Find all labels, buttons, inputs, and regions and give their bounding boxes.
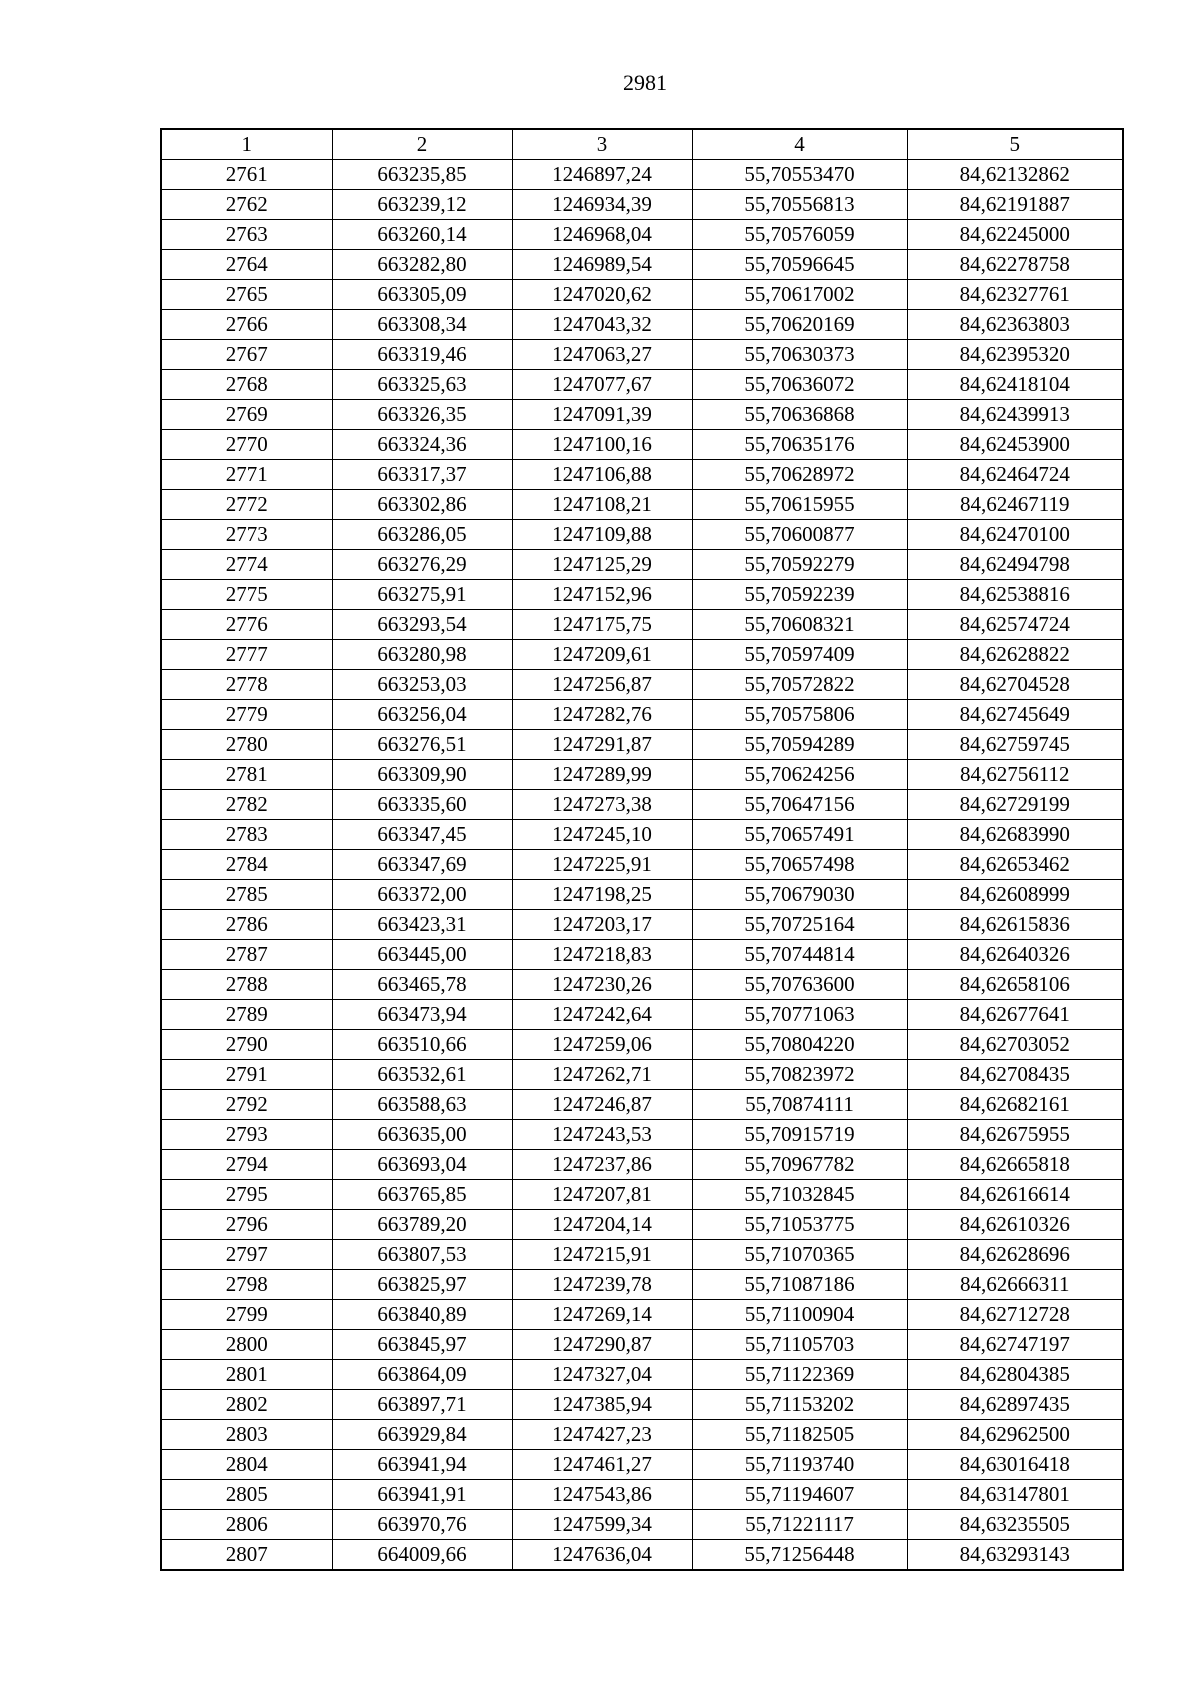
table-cell-col-3: 1247215,91 <box>512 1240 692 1270</box>
table-cell-col-1: 2763 <box>161 220 332 250</box>
table-cell-col-5: 84,62675955 <box>907 1120 1123 1150</box>
table-row <box>161 1210 1123 1240</box>
table-cell-col-4: 55,70575806 <box>692 700 907 730</box>
table-cell-col-2: 663372,00 <box>332 880 512 910</box>
table-row <box>161 790 1123 820</box>
table-cell-col-2: 663445,00 <box>332 940 512 970</box>
table-cell-col-2: 663465,78 <box>332 970 512 1000</box>
table-cell-col-2: 663347,45 <box>332 820 512 850</box>
table-row <box>161 1480 1123 1510</box>
table-cell-col-2: 663864,09 <box>332 1360 512 1390</box>
table-cell-col-3: 1247106,88 <box>512 460 692 490</box>
table-row <box>161 580 1123 610</box>
table-cell-col-5: 84,62278758 <box>907 250 1123 280</box>
table-cell-col-1: 2764 <box>161 250 332 280</box>
table-cell-col-1: 2796 <box>161 1210 332 1240</box>
table-cell-col-2: 663239,12 <box>332 190 512 220</box>
table-row <box>161 940 1123 970</box>
table-cell-col-2: 663789,20 <box>332 1210 512 1240</box>
table-cell-col-3: 1246897,24 <box>512 160 692 190</box>
table-cell-col-2: 663941,91 <box>332 1480 512 1510</box>
table-cell-col-3: 1247237,86 <box>512 1150 692 1180</box>
table-row <box>161 370 1123 400</box>
table-row <box>161 160 1123 190</box>
table-cell-col-1: 2806 <box>161 1510 332 1540</box>
column-header-3: 3 <box>512 129 692 160</box>
table-cell-col-5: 84,62962500 <box>907 1420 1123 1450</box>
table-cell-col-5: 84,62470100 <box>907 520 1123 550</box>
table-cell-col-5: 84,62453900 <box>907 430 1123 460</box>
table-cell-col-5: 84,62682161 <box>907 1090 1123 1120</box>
table-cell-col-4: 55,70600877 <box>692 520 907 550</box>
table-cell-col-5: 84,62245000 <box>907 220 1123 250</box>
table-cell-col-2: 663275,91 <box>332 580 512 610</box>
table-cell-col-2: 663825,97 <box>332 1270 512 1300</box>
table-row <box>161 1090 1123 1120</box>
table-cell-col-1: 2802 <box>161 1390 332 1420</box>
table-cell-col-1: 2777 <box>161 640 332 670</box>
table-cell-col-5: 84,62683990 <box>907 820 1123 850</box>
table-row <box>161 460 1123 490</box>
table-cell-col-3: 1246989,54 <box>512 250 692 280</box>
table-cell-col-3: 1247289,99 <box>512 760 692 790</box>
table-cell-col-4: 55,70647156 <box>692 790 907 820</box>
table-row <box>161 640 1123 670</box>
table-cell-col-5: 84,62677641 <box>907 1000 1123 1030</box>
table-cell-col-4: 55,70725164 <box>692 910 907 940</box>
table-cell-col-3: 1247152,96 <box>512 580 692 610</box>
table-cell-col-5: 84,62804385 <box>907 1360 1123 1390</box>
table-cell-col-4: 55,70635176 <box>692 430 907 460</box>
table-cell-col-1: 2767 <box>161 340 332 370</box>
table-cell-col-2: 663929,84 <box>332 1420 512 1450</box>
table-row <box>161 760 1123 790</box>
table-row <box>161 1270 1123 1300</box>
table-cell-col-3: 1247109,88 <box>512 520 692 550</box>
table-cell-col-3: 1247077,67 <box>512 370 692 400</box>
table-cell-col-4: 55,70744814 <box>692 940 907 970</box>
table-header-row <box>161 129 1123 160</box>
table-cell-col-4: 55,70679030 <box>692 880 907 910</box>
table-row <box>161 310 1123 340</box>
table-cell-col-5: 84,62897435 <box>907 1390 1123 1420</box>
table-cell-col-4: 55,70592279 <box>692 550 907 580</box>
table-cell-col-2: 663897,71 <box>332 1390 512 1420</box>
table-cell-col-5: 84,62418104 <box>907 370 1123 400</box>
table-cell-col-2: 663840,89 <box>332 1300 512 1330</box>
table-cell-col-1: 2783 <box>161 820 332 850</box>
table-row <box>161 220 1123 250</box>
table-cell-col-3: 1247125,29 <box>512 550 692 580</box>
table-cell-col-4: 55,70630373 <box>692 340 907 370</box>
table-cell-col-2: 663423,31 <box>332 910 512 940</box>
table-cell-col-3: 1247175,75 <box>512 610 692 640</box>
table-cell-col-4: 55,70572822 <box>692 670 907 700</box>
table-cell-col-1: 2788 <box>161 970 332 1000</box>
table-cell-col-1: 2807 <box>161 1540 332 1571</box>
table-cell-col-4: 55,70620169 <box>692 310 907 340</box>
table-cell-col-4: 55,70823972 <box>692 1060 907 1090</box>
table-cell-col-4: 55,71105703 <box>692 1330 907 1360</box>
table-cell-col-3: 1247327,04 <box>512 1360 692 1390</box>
table-row <box>161 1300 1123 1330</box>
table-cell-col-4: 55,70594289 <box>692 730 907 760</box>
table-cell-col-4: 55,71087186 <box>692 1270 907 1300</box>
table-row <box>161 430 1123 460</box>
table-cell-col-4: 55,71194607 <box>692 1480 907 1510</box>
table-cell-col-2: 663970,76 <box>332 1510 512 1540</box>
table-row <box>161 1240 1123 1270</box>
table-row <box>161 1030 1123 1060</box>
table-cell-col-4: 55,70597409 <box>692 640 907 670</box>
table-row <box>161 520 1123 550</box>
table-cell-col-1: 2772 <box>161 490 332 520</box>
table-cell-col-4: 55,70915719 <box>692 1120 907 1150</box>
table-cell-col-1: 2782 <box>161 790 332 820</box>
table-cell-col-2: 663286,05 <box>332 520 512 550</box>
table-cell-col-2: 663253,03 <box>332 670 512 700</box>
table-cell-col-1: 2762 <box>161 190 332 220</box>
table-cell-col-4: 55,70657498 <box>692 850 907 880</box>
table-row <box>161 1000 1123 1030</box>
table-row <box>161 340 1123 370</box>
table-cell-col-3: 1247246,87 <box>512 1090 692 1120</box>
table-row <box>161 610 1123 640</box>
table-cell-col-2: 663335,60 <box>332 790 512 820</box>
table-cell-col-2: 663807,53 <box>332 1240 512 1270</box>
table-cell-col-1: 2804 <box>161 1450 332 1480</box>
table-cell-col-5: 84,63147801 <box>907 1480 1123 1510</box>
table-cell-col-1: 2800 <box>161 1330 332 1360</box>
table-cell-col-5: 84,62628822 <box>907 640 1123 670</box>
table-cell-col-1: 2791 <box>161 1060 332 1090</box>
table-cell-col-3: 1247290,87 <box>512 1330 692 1360</box>
column-header-5: 5 <box>907 129 1123 160</box>
table-cell-col-1: 2770 <box>161 430 332 460</box>
table-row <box>161 1360 1123 1390</box>
table-cell-col-3: 1247020,62 <box>512 280 692 310</box>
table-cell-col-3: 1247273,38 <box>512 790 692 820</box>
table-cell-col-2: 663235,85 <box>332 160 512 190</box>
table-cell-col-4: 55,70608321 <box>692 610 907 640</box>
table-cell-col-2: 663765,85 <box>332 1180 512 1210</box>
table-cell-col-1: 2773 <box>161 520 332 550</box>
table-cell-col-1: 2803 <box>161 1420 332 1450</box>
table-row <box>161 910 1123 940</box>
table-cell-col-5: 84,62467119 <box>907 490 1123 520</box>
table-cell-col-1: 2769 <box>161 400 332 430</box>
table-row <box>161 1060 1123 1090</box>
table-cell-col-2: 663693,04 <box>332 1150 512 1180</box>
table-cell-col-1: 2776 <box>161 610 332 640</box>
table-cell-col-4: 55,70874111 <box>692 1090 907 1120</box>
table-cell-col-4: 55,70657491 <box>692 820 907 850</box>
table-cell-col-5: 84,62640326 <box>907 940 1123 970</box>
table-cell-col-5: 84,62628696 <box>907 1240 1123 1270</box>
table-cell-col-1: 2766 <box>161 310 332 340</box>
table-cell-col-3: 1247245,10 <box>512 820 692 850</box>
table-cell-col-1: 2784 <box>161 850 332 880</box>
table-cell-col-3: 1247225,91 <box>512 850 692 880</box>
table-cell-col-4: 55,71032845 <box>692 1180 907 1210</box>
table-cell-col-5: 84,62666311 <box>907 1270 1123 1300</box>
table-row <box>161 1540 1123 1571</box>
table-row <box>161 1120 1123 1150</box>
table-cell-col-5: 84,62574724 <box>907 610 1123 640</box>
table-cell-col-1: 2792 <box>161 1090 332 1120</box>
table-cell-col-2: 663473,94 <box>332 1000 512 1030</box>
table-cell-col-2: 663305,09 <box>332 280 512 310</box>
table-cell-col-3: 1247043,32 <box>512 310 692 340</box>
table-cell-col-3: 1247204,14 <box>512 1210 692 1240</box>
table-cell-col-3: 1247427,23 <box>512 1420 692 1450</box>
table-cell-col-2: 664009,66 <box>332 1540 512 1571</box>
table-cell-col-1: 2785 <box>161 880 332 910</box>
table-cell-col-4: 55,70636868 <box>692 400 907 430</box>
table-cell-col-4: 55,71153202 <box>692 1390 907 1420</box>
table-cell-col-4: 55,71053775 <box>692 1210 907 1240</box>
table-cell-col-3: 1246968,04 <box>512 220 692 250</box>
table-cell-col-5: 84,62653462 <box>907 850 1123 880</box>
table-cell-col-5: 84,62747197 <box>907 1330 1123 1360</box>
table-cell-col-1: 2778 <box>161 670 332 700</box>
table-cell-col-3: 1246934,39 <box>512 190 692 220</box>
table-cell-col-5: 84,63293143 <box>907 1540 1123 1571</box>
table-cell-col-4: 55,70771063 <box>692 1000 907 1030</box>
table-row <box>161 550 1123 580</box>
table-cell-col-1: 2790 <box>161 1030 332 1060</box>
table-cell-col-3: 1247282,76 <box>512 700 692 730</box>
table-cell-col-3: 1247385,94 <box>512 1390 692 1420</box>
table-cell-col-2: 663532,61 <box>332 1060 512 1090</box>
table-row <box>161 880 1123 910</box>
table-row <box>161 1150 1123 1180</box>
table-cell-col-3: 1247209,61 <box>512 640 692 670</box>
column-header-2: 2 <box>332 129 512 160</box>
table-cell-col-2: 663256,04 <box>332 700 512 730</box>
table-cell-col-5: 84,62439913 <box>907 400 1123 430</box>
table-cell-col-2: 663293,54 <box>332 610 512 640</box>
table-cell-col-3: 1247203,17 <box>512 910 692 940</box>
table-row <box>161 1420 1123 1450</box>
table-cell-col-2: 663510,66 <box>332 1030 512 1060</box>
table-cell-col-4: 55,70596645 <box>692 250 907 280</box>
table-cell-col-1: 2794 <box>161 1150 332 1180</box>
table-cell-col-2: 663941,94 <box>332 1450 512 1480</box>
table-cell-col-3: 1247063,27 <box>512 340 692 370</box>
table-cell-col-5: 84,62712728 <box>907 1300 1123 1330</box>
table-cell-col-5: 84,62610326 <box>907 1210 1123 1240</box>
table-cell-col-5: 84,62658106 <box>907 970 1123 1000</box>
table-cell-col-4: 55,70624256 <box>692 760 907 790</box>
table-cell-col-1: 2795 <box>161 1180 332 1210</box>
table-row <box>161 1390 1123 1420</box>
table-cell-col-3: 1247291,87 <box>512 730 692 760</box>
table-cell-col-4: 55,70556813 <box>692 190 907 220</box>
table-cell-col-4: 55,70804220 <box>692 1030 907 1060</box>
table-cell-col-2: 663308,34 <box>332 310 512 340</box>
table-row <box>161 1180 1123 1210</box>
table-row <box>161 670 1123 700</box>
table-cell-col-4: 55,71122369 <box>692 1360 907 1390</box>
table-cell-col-1: 2805 <box>161 1480 332 1510</box>
table-body <box>161 160 1123 1571</box>
table-cell-col-4: 55,70553470 <box>692 160 907 190</box>
table-cell-col-4: 55,71182505 <box>692 1420 907 1450</box>
table-cell-col-3: 1247259,06 <box>512 1030 692 1060</box>
table-row <box>161 820 1123 850</box>
table-cell-col-4: 55,70576059 <box>692 220 907 250</box>
table-cell-col-2: 663276,29 <box>332 550 512 580</box>
table-cell-col-3: 1247198,25 <box>512 880 692 910</box>
table-cell-col-5: 84,62704528 <box>907 670 1123 700</box>
table-cell-col-4: 55,70763600 <box>692 970 907 1000</box>
table-cell-col-4: 55,71100904 <box>692 1300 907 1330</box>
table-cell-col-2: 663309,90 <box>332 760 512 790</box>
table-cell-col-2: 663276,51 <box>332 730 512 760</box>
table-cell-col-4: 55,71221117 <box>692 1510 907 1540</box>
column-header-1: 1 <box>161 129 332 160</box>
table-cell-col-3: 1247599,34 <box>512 1510 692 1540</box>
table-row <box>161 1450 1123 1480</box>
table-cell-col-3: 1247230,26 <box>512 970 692 1000</box>
table-cell-col-5: 84,62615836 <box>907 910 1123 940</box>
page-number: 2981 <box>623 70 667 95</box>
table-cell-col-4: 55,71256448 <box>692 1540 907 1571</box>
table-cell-col-4: 55,70617002 <box>692 280 907 310</box>
table-cell-col-3: 1247269,14 <box>512 1300 692 1330</box>
table-cell-col-2: 663326,35 <box>332 400 512 430</box>
table-cell-col-1: 2801 <box>161 1360 332 1390</box>
table-cell-col-5: 84,62395320 <box>907 340 1123 370</box>
table-cell-col-3: 1247207,81 <box>512 1180 692 1210</box>
table-cell-col-4: 55,70592239 <box>692 580 907 610</box>
table-cell-col-1: 2771 <box>161 460 332 490</box>
table-cell-col-5: 84,62363803 <box>907 310 1123 340</box>
table-cell-col-1: 2797 <box>161 1240 332 1270</box>
table-row <box>161 850 1123 880</box>
table-cell-col-5: 84,62745649 <box>907 700 1123 730</box>
table-cell-col-3: 1247262,71 <box>512 1060 692 1090</box>
table-row <box>161 250 1123 280</box>
table-cell-col-5: 84,62616614 <box>907 1180 1123 1210</box>
table-cell-col-5: 84,62191887 <box>907 190 1123 220</box>
table-cell-col-1: 2780 <box>161 730 332 760</box>
table-cell-col-3: 1247461,27 <box>512 1450 692 1480</box>
table-cell-col-1: 2775 <box>161 580 332 610</box>
table-cell-col-2: 663635,00 <box>332 1120 512 1150</box>
table-cell-col-2: 663845,97 <box>332 1330 512 1360</box>
table-cell-col-2: 663325,63 <box>332 370 512 400</box>
table-row <box>161 970 1123 1000</box>
table-cell-col-3: 1247108,21 <box>512 490 692 520</box>
table-cell-col-2: 663302,86 <box>332 490 512 520</box>
table-cell-col-5: 84,62464724 <box>907 460 1123 490</box>
table-row <box>161 1330 1123 1360</box>
table-cell-col-2: 663317,37 <box>332 460 512 490</box>
table-cell-col-4: 55,70615955 <box>692 490 907 520</box>
table-cell-col-5: 84,62494798 <box>907 550 1123 580</box>
table-row <box>161 700 1123 730</box>
table-cell-col-5: 84,62703052 <box>907 1030 1123 1060</box>
table-cell-col-1: 2765 <box>161 280 332 310</box>
table-cell-col-5: 84,62756112 <box>907 760 1123 790</box>
coordinates-table <box>160 128 1124 1571</box>
table-cell-col-3: 1247218,83 <box>512 940 692 970</box>
table-cell-col-2: 663588,63 <box>332 1090 512 1120</box>
table-row <box>161 490 1123 520</box>
table-cell-col-5: 84,62665818 <box>907 1150 1123 1180</box>
table-cell-col-1: 2779 <box>161 700 332 730</box>
table-cell-col-1: 2789 <box>161 1000 332 1030</box>
table-row <box>161 1510 1123 1540</box>
table-cell-col-3: 1247543,86 <box>512 1480 692 1510</box>
column-header-4: 4 <box>692 129 907 160</box>
table-cell-col-5: 84,63235505 <box>907 1510 1123 1540</box>
table-cell-col-3: 1247100,16 <box>512 430 692 460</box>
table-cell-col-5: 84,63016418 <box>907 1450 1123 1480</box>
table-cell-col-4: 55,71070365 <box>692 1240 907 1270</box>
table-cell-col-5: 84,62327761 <box>907 280 1123 310</box>
table-cell-col-2: 663260,14 <box>332 220 512 250</box>
table-cell-col-3: 1247091,39 <box>512 400 692 430</box>
table-row <box>161 730 1123 760</box>
table-cell-col-5: 84,62132862 <box>907 160 1123 190</box>
table-cell-col-2: 663282,80 <box>332 250 512 280</box>
table-cell-col-3: 1247242,64 <box>512 1000 692 1030</box>
table-row <box>161 400 1123 430</box>
table-row <box>161 190 1123 220</box>
table-cell-col-2: 663324,36 <box>332 430 512 460</box>
table-cell-col-3: 1247256,87 <box>512 670 692 700</box>
table-cell-col-4: 55,70628972 <box>692 460 907 490</box>
table-cell-col-1: 2781 <box>161 760 332 790</box>
table-cell-col-1: 2793 <box>161 1120 332 1150</box>
table-cell-col-5: 84,62538816 <box>907 580 1123 610</box>
table-cell-col-5: 84,62729199 <box>907 790 1123 820</box>
table-cell-col-4: 55,71193740 <box>692 1450 907 1480</box>
table-cell-col-5: 84,62708435 <box>907 1060 1123 1090</box>
table-cell-col-3: 1247243,53 <box>512 1120 692 1150</box>
table-cell-col-3: 1247636,04 <box>512 1540 692 1571</box>
table-cell-col-5: 84,62759745 <box>907 730 1123 760</box>
table-cell-col-1: 2787 <box>161 940 332 970</box>
table-cell-col-2: 663347,69 <box>332 850 512 880</box>
table-cell-col-2: 663319,46 <box>332 340 512 370</box>
table-cell-col-1: 2786 <box>161 910 332 940</box>
table-cell-col-1: 2774 <box>161 550 332 580</box>
table-cell-col-1: 2768 <box>161 370 332 400</box>
table-row <box>161 280 1123 310</box>
table-cell-col-2: 663280,98 <box>332 640 512 670</box>
table-cell-col-3: 1247239,78 <box>512 1270 692 1300</box>
table-cell-col-1: 2799 <box>161 1300 332 1330</box>
table-cell-col-1: 2761 <box>161 160 332 190</box>
table-cell-col-4: 55,70967782 <box>692 1150 907 1180</box>
table-cell-col-5: 84,62608999 <box>907 880 1123 910</box>
table-cell-col-1: 2798 <box>161 1270 332 1300</box>
table-cell-col-4: 55,70636072 <box>692 370 907 400</box>
